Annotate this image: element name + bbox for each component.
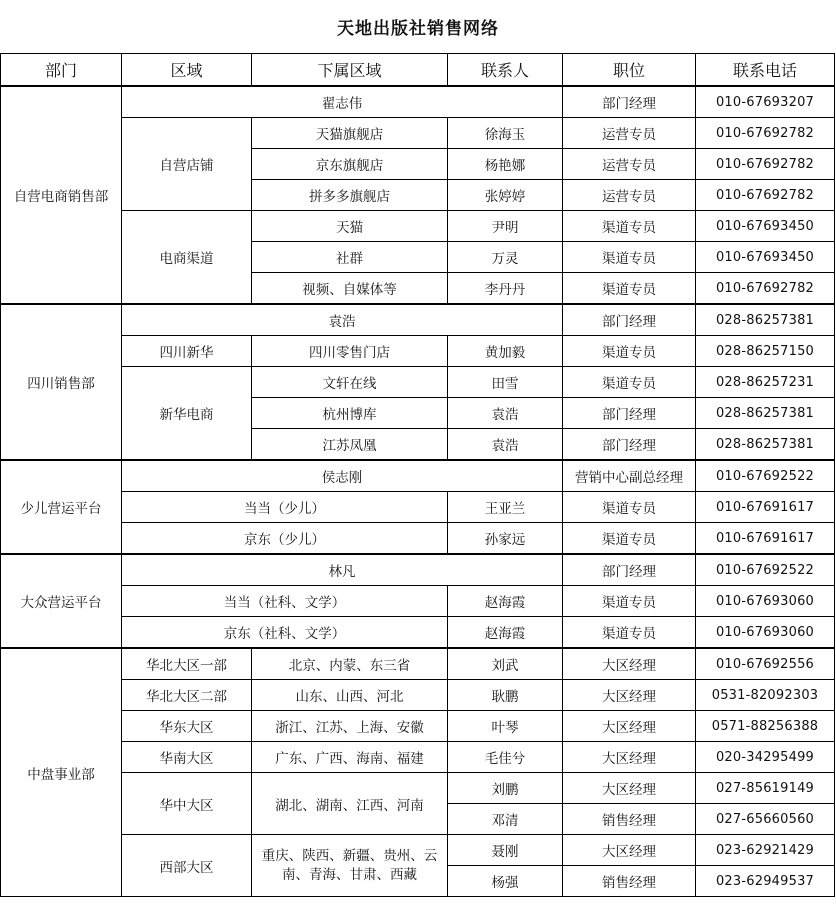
table-row	[1, 680, 835, 711]
contact-cell: 毛佳兮	[448, 742, 563, 773]
position-cell: 大区经理	[563, 773, 696, 804]
contact-cell: 尹明	[448, 211, 563, 242]
position-cell: 渠道专员	[563, 586, 696, 617]
position-cell: 运营专员	[563, 180, 696, 211]
area-cell: 华北大区一部	[122, 648, 252, 680]
position-cell: 运营专员	[563, 149, 696, 180]
table-row	[1, 742, 835, 773]
table-row	[1, 711, 835, 742]
position-cell: 渠道专员	[563, 367, 696, 398]
subarea-cell: 山东、山西、河北	[252, 680, 448, 711]
contact-cell: 赵海霞	[448, 617, 563, 649]
manager-name: 林凡	[122, 554, 563, 586]
contact-cell: 王亚兰	[448, 492, 563, 523]
area-cell: 京东（社科、文学）	[122, 617, 448, 649]
subarea-cell: 四川零售门店	[252, 336, 448, 367]
phone-cell: 010-67693450	[696, 242, 835, 273]
phone-cell: 010-67691617	[696, 523, 835, 555]
area-cell: 华北大区二部	[122, 680, 252, 711]
position-cell: 渠道专员	[563, 336, 696, 367]
position-cell: 大区经理	[563, 742, 696, 773]
phone-cell: 010-67692522	[696, 554, 835, 586]
department-cell: 大众营运平台	[1, 554, 122, 648]
subarea-cell: 重庆、陕西、新疆、贵州、云南、青海、甘肃、西藏	[252, 835, 448, 897]
table-row	[1, 460, 835, 492]
contact-cell: 袁浩	[448, 429, 563, 461]
phone-cell: 010-67692782	[696, 118, 835, 149]
header-cell: 联系人	[448, 54, 563, 87]
position-cell: 销售经理	[563, 804, 696, 835]
table-row	[1, 492, 835, 523]
area-cell: 新华电商	[122, 367, 252, 461]
header-row	[1, 54, 835, 87]
subarea-cell: 视频、自媒体等	[252, 273, 448, 305]
position-cell: 渠道专员	[563, 273, 696, 305]
header-cell: 职位	[563, 54, 696, 87]
subarea-cell: 天猫	[252, 211, 448, 242]
department-cell: 中盘事业部	[1, 648, 122, 897]
phone-cell: 010-67693450	[696, 211, 835, 242]
page-title: 天地出版社销售网络	[337, 19, 499, 39]
table-row	[1, 86, 835, 118]
phone-cell: 023-62921429	[696, 835, 835, 866]
subarea-cell: 湖北、湖南、江西、河南	[252, 773, 448, 835]
position-cell: 销售经理	[563, 866, 696, 897]
phone-cell: 028-86257231	[696, 367, 835, 398]
area-cell: 华东大区	[122, 711, 252, 742]
table-row	[1, 773, 835, 804]
contact-cell: 万灵	[448, 242, 563, 273]
phone-cell: 020-34295499	[696, 742, 835, 773]
department-cell: 少儿营运平台	[1, 460, 122, 554]
contact-cell: 孙家远	[448, 523, 563, 555]
subarea-cell: 杭州博库	[252, 398, 448, 429]
contact-cell: 杨艳娜	[448, 149, 563, 180]
position-cell: 部门经理	[563, 554, 696, 586]
area-cell: 华中大区	[122, 773, 252, 835]
table-row	[1, 211, 835, 242]
table-row	[1, 523, 835, 555]
area-cell: 当当（少儿）	[122, 492, 448, 523]
phone-cell: 010-67693207	[696, 86, 835, 118]
subarea-cell: 浙江、江苏、上海、安徽	[252, 711, 448, 742]
contact-cell: 张婷婷	[448, 180, 563, 211]
position-cell: 运营专员	[563, 118, 696, 149]
manager-name: 侯志刚	[122, 460, 563, 492]
header-cell: 下属区域	[252, 54, 448, 87]
table-row	[1, 554, 835, 586]
position-cell: 渠道专员	[563, 492, 696, 523]
phone-cell: 028-86257381	[696, 429, 835, 461]
contact-cell: 聂刚	[448, 835, 563, 866]
phone-cell: 023-62949537	[696, 866, 835, 897]
subarea-cell: 江苏凤凰	[252, 429, 448, 461]
position-cell: 大区经理	[563, 648, 696, 680]
header-cell: 联系电话	[696, 54, 835, 87]
position-cell: 大区经理	[563, 680, 696, 711]
phone-cell: 027-85619149	[696, 773, 835, 804]
contact-cell: 田雪	[448, 367, 563, 398]
position-cell: 渠道专员	[563, 242, 696, 273]
subarea-cell: 京东旗舰店	[252, 149, 448, 180]
position-cell: 大区经理	[563, 835, 696, 866]
area-cell: 自营店铺	[122, 118, 252, 211]
area-cell: 西部大区	[122, 835, 252, 897]
contact-cell: 叶琴	[448, 711, 563, 742]
subarea-cell: 文轩在线	[252, 367, 448, 398]
phone-cell: 028-86257381	[696, 398, 835, 429]
position-cell: 渠道专员	[563, 617, 696, 649]
phone-cell: 027-65660560	[696, 804, 835, 835]
phone-cell: 010-67692782	[696, 149, 835, 180]
contact-cell: 刘鹏	[448, 773, 563, 804]
phone-cell: 010-67692782	[696, 273, 835, 305]
position-cell: 大区经理	[563, 711, 696, 742]
position-cell: 部门经理	[563, 304, 696, 336]
area-cell: 当当（社科、文学）	[122, 586, 448, 617]
phone-cell: 028-86257381	[696, 304, 835, 336]
table-row	[1, 304, 835, 336]
contact-cell: 黄加毅	[448, 336, 563, 367]
phone-cell: 010-67693060	[696, 617, 835, 649]
table-row	[1, 367, 835, 398]
position-cell: 部门经理	[563, 398, 696, 429]
area-cell: 京东（少儿）	[122, 523, 448, 555]
table-row	[1, 336, 835, 367]
position-cell: 渠道专员	[563, 211, 696, 242]
subarea-cell: 天猫旗舰店	[252, 118, 448, 149]
area-cell: 电商渠道	[122, 211, 252, 305]
phone-cell: 010-67691617	[696, 492, 835, 523]
department-cell: 四川销售部	[1, 304, 122, 460]
table-row	[1, 586, 835, 617]
header-cell: 区域	[122, 54, 252, 87]
contact-cell: 李丹丹	[448, 273, 563, 305]
contact-cell: 赵海霞	[448, 586, 563, 617]
contact-cell: 耿鹏	[448, 680, 563, 711]
subarea-cell: 拼多多旗舰店	[252, 180, 448, 211]
position-cell: 营销中心副总经理	[563, 460, 696, 492]
table-row	[1, 617, 835, 649]
position-cell: 部门经理	[563, 429, 696, 461]
phone-cell: 010-67692782	[696, 180, 835, 211]
table-row	[1, 648, 835, 680]
subarea-cell: 社群	[252, 242, 448, 273]
table-row	[1, 118, 835, 149]
phone-cell: 010-67692556	[696, 648, 835, 680]
manager-name: 袁浩	[122, 304, 563, 336]
area-cell: 华南大区	[122, 742, 252, 773]
phone-cell: 010-67693060	[696, 586, 835, 617]
position-cell: 部门经理	[563, 86, 696, 118]
contact-cell: 徐海玉	[448, 118, 563, 149]
table-row	[1, 835, 835, 866]
contact-cell: 杨强	[448, 866, 563, 897]
manager-name: 翟志伟	[122, 86, 563, 118]
phone-cell: 0531-82092303	[696, 680, 835, 711]
contact-cell: 袁浩	[448, 398, 563, 429]
position-cell: 渠道专员	[563, 523, 696, 555]
header-cell: 部门	[1, 54, 122, 87]
area-cell: 四川新华	[122, 336, 252, 367]
contact-cell: 刘武	[448, 648, 563, 680]
contact-cell: 邓清	[448, 804, 563, 835]
phone-cell: 010-67692522	[696, 460, 835, 492]
phone-cell: 028-86257150	[696, 336, 835, 367]
phone-cell: 0571-88256388	[696, 711, 835, 742]
subarea-cell: 北京、内蒙、东三省	[252, 648, 448, 680]
subarea-cell: 广东、广西、海南、福建	[252, 742, 448, 773]
sales-network-table	[0, 53, 835, 897]
department-cell: 自营电商销售部	[1, 86, 122, 304]
